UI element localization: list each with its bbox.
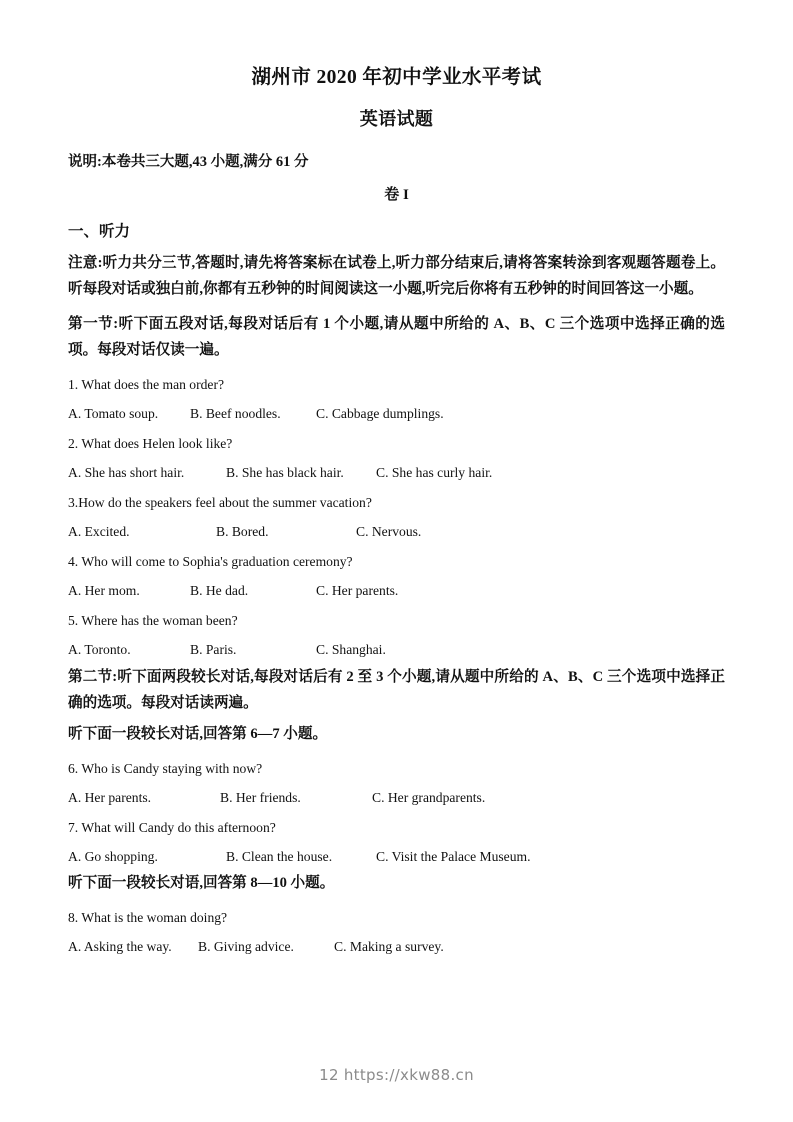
page-footer-watermark: 12 https://xkw88.cn xyxy=(319,1066,474,1084)
option-c[interactable]: C. Her parents. xyxy=(316,583,399,599)
option-a[interactable]: A. Tomato soup. xyxy=(68,406,159,422)
option-b[interactable]: B. Giving advice. xyxy=(198,938,294,954)
question-text: 3.How do the speakers feel about the summer vacation? xyxy=(68,495,372,511)
exam-note: 说明:本卷共三大题,43 小题,满分 61 分 xyxy=(68,153,309,170)
page-subtitle: 英语试题 xyxy=(359,109,434,130)
question-text: 4. Who will come to Sophia's graduation ceremony? xyxy=(68,554,353,570)
option-b[interactable]: B. Beef noodles. xyxy=(190,406,281,422)
option-b[interactable]: B. She has black hair. xyxy=(226,465,344,481)
option-b[interactable]: B. Paris. xyxy=(190,642,237,658)
option-a[interactable]: A. She has short hair. xyxy=(68,465,185,481)
option-c[interactable]: C. Nervous. xyxy=(356,524,422,540)
option-a[interactable]: A. Toronto. xyxy=(68,642,131,658)
question-options xyxy=(68,512,725,541)
option-c[interactable]: C. She has curly hair. xyxy=(376,465,493,481)
option-a[interactable]: A. Asking the way. xyxy=(68,938,172,954)
dialogue-one-heading: 听下面一段较长对话,回答第 6—7 小题。 xyxy=(68,726,328,743)
part-one-instruction: 第一节:听下面五段对话,每段对话后有 1 个小题,请从题中所给的 A、B、C 三个选项中选择正确的选项。每段对话仅读一遍。 xyxy=(68,316,725,359)
question-text: 6. Who is Candy staying with now? xyxy=(68,760,263,776)
option-b[interactable]: B. He dad. xyxy=(190,583,249,599)
option-c[interactable]: C. Making a survey. xyxy=(334,938,444,954)
dialogue-two-heading: 听下面一段较长对语,回答第 8—10 小题。 xyxy=(68,874,335,891)
option-c[interactable]: C. Shanghai. xyxy=(316,642,386,658)
question-text: 8. What is the woman doing? xyxy=(68,909,228,925)
section-heading-listening: 一、听力 xyxy=(68,223,131,241)
question-options xyxy=(68,927,725,956)
option-c[interactable]: C. Cabbage dumplings. xyxy=(316,406,444,422)
option-a[interactable]: A. Her parents. xyxy=(68,789,152,805)
question-options xyxy=(68,630,725,659)
option-b[interactable]: B. Clean the house. xyxy=(226,848,333,864)
question-options xyxy=(68,778,725,807)
paper-label: 卷 I xyxy=(384,186,409,203)
part-two-instruction: 第二节:听下面两段较长对话,每段对话后有 2 至 3 个小题,请从题中所给的 A、B、C 三个选项中选择正确的选项。每段对话读两遍。 xyxy=(68,669,725,712)
listening-attention-note: 注意:听力共分三节,答题时,请先将答案标在试卷上,听力部分结束后,请将答案转涂到客观题答题卷上。听每段对话或独白前,你都有五秒钟的时间阅读这一小题,听完后你将有五秒钟的时间回答这一小题。 xyxy=(68,255,725,298)
question-options xyxy=(68,837,725,866)
option-a[interactable]: A. Excited. xyxy=(68,524,130,540)
option-c[interactable]: C. Visit the Palace Museum. xyxy=(376,848,531,864)
question-options xyxy=(68,453,725,482)
option-b[interactable]: B. Her friends. xyxy=(220,789,301,805)
page-title: 湖州市 2020 年初中学业水平考试 xyxy=(251,67,542,88)
option-a[interactable]: A. Go shopping. xyxy=(68,848,158,864)
question-options xyxy=(68,394,725,423)
question-options xyxy=(68,571,725,600)
question-text: 7. What will Candy do this afternoon? xyxy=(68,819,276,835)
question-text: 2. What does Helen look like? xyxy=(68,436,233,452)
question-text: 1. What does the man order? xyxy=(68,377,225,393)
question-text: 5. Where has the woman been? xyxy=(68,613,238,629)
option-c[interactable]: C. Her grandparents. xyxy=(372,789,486,805)
option-a[interactable]: A. Her mom. xyxy=(68,583,140,599)
option-b[interactable]: B. Bored. xyxy=(216,524,269,540)
